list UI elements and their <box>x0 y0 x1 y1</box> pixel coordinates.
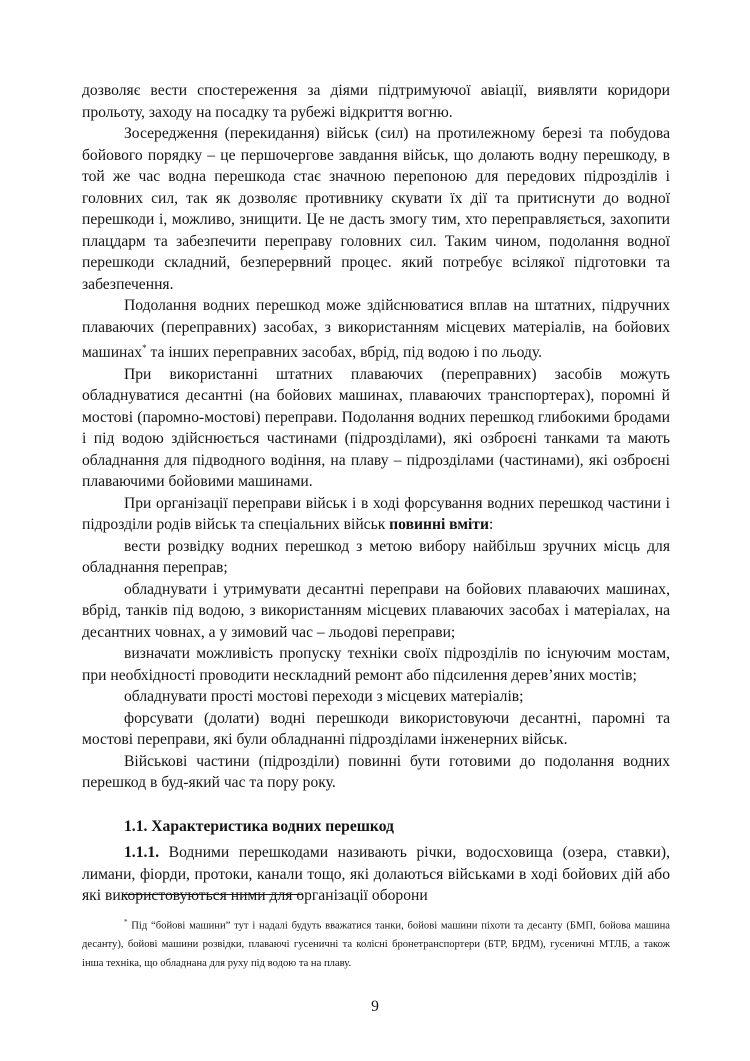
footnote-separator <box>122 894 302 895</box>
paragraph-5-emphasis: повинні вміти <box>389 516 489 534</box>
list-item-4: обладнувати прості мостові переходи з місцевих матеріалів; <box>124 688 524 706</box>
paragraph-1: дозволяє вести спостереження за діями підтримуючої авіації, виявляти коридори прольоту, заходу на посадку та рубежі відкриття вогню. <box>82 82 670 121</box>
footnote-body: Під “бойові машини” тут і надалі будуть вважатися танки, бойові машини піхоти та десанту (БМП, бойова машина десанту), бойові машини розвідки, плаваючі гусеничні та колісні бронетранспортери (БТР, БРДМ), гусеничні МТЛБ, а також інша техніка, що обладнана для руху під водою та на плаву. <box>82 920 670 969</box>
paragraph-5-end: : <box>488 516 494 534</box>
paragraph-5 <box>82 493 670 536</box>
footnote-text <box>82 913 670 973</box>
list-item-3: визначати можливість пропуску техніки своїх підрозділів по існуючим мостам, при необхідності проводити нескладний ремонт або підсилення дерев’яних мостів; <box>82 645 670 684</box>
paragraph-3-start: Подолання водних перешкод може здійснюватися вплав на штатних, підручних плаваючих (переправних) засобах, з використанням місцевих матеріалів, на бойових машинах <box>82 297 670 362</box>
list-item-2: обладнувати і утримувати десантні переправи на бойових плаваючих машинах, вбрід, танків під водою, з використанням місцевих плаваючих засобах і матеріалах, на десантних човнах, а у зимовий час – льодові переправи; <box>82 580 670 641</box>
paragraph-11: Військові частини (підрозділи) повинні бути готовими до подолання водних перешкод в буд-який час та пору року. <box>82 752 670 792</box>
list-item-1: вести розвідку водних перешкод з метою вибору найбільш зручних місць для обладнання переправ; <box>82 537 670 577</box>
paragraph-12 <box>82 842 670 907</box>
footnote <box>82 913 670 973</box>
paragraph-3 <box>82 295 670 364</box>
page-number: 9 <box>371 998 379 1015</box>
body-text <box>82 80 670 907</box>
paragraph-12-text: Водними перешкодами називають річки, водосховища (озера, ставки), лимани, фіорди, протоки, канали тощо, які долаються військами в ході бойових дій або які використовуються ними для організації оборони <box>82 844 670 905</box>
footnote-reference: * <box>142 343 147 353</box>
paragraph-3-end: та інших переправних засобах, вбрід, під водою і по льоду. <box>146 344 543 362</box>
paragraph-4: При використанні штатних плаваючих (переправних) засобів можуть обладнуватися десантні (на бойових машинах, плаваючих транспортерах), поромні й мостові (паромно-мостові) переправи. Подолання водних перешкод глибокими бродами і під водою здійснюється частинами (підрозділами), які озброєні танками та мають обладнання для підводного водіння, на плаву – підрозділами (частинами), які озброєні плаваючими бойовими машинами. <box>82 365 670 491</box>
footnote-mark: * <box>124 918 128 926</box>
paragraph-5-start: При організації переправи військ і в ході форсування водних перешкод частини і підрозділи родів військ та спеціальних військ <box>82 494 670 534</box>
list-item-5: форсувати (долати) водні перешкоди використовуючи десантні, паромні та мостові переправи, які були обладнанні підрозділами інженерних військ. <box>82 709 670 749</box>
section-heading: 1.1. Характеристика водних перешкод <box>124 817 394 835</box>
subsection-number: 1.1.1. <box>124 844 160 862</box>
paragraph-2: Зосередження (перекидання) військ (сил) на протилежному березі та побудова бойового порядку – це першочергове завдання військ, що долають водну перешкоду, в той же час водна перешкода стає значною перепоною для передових підрозділів і головних сил, так як дозволяє противнику скувати їх дії та притиснути до водної перешкоди і, можливо, знищити. Це не дасть змогу тим, хто переправляється, захопити плацдарм та забезпечити переправу головних сил. Таким чином, подолання водної перешкоди складний, безперервний процес. який потребує всілякої підготовки та забезпечення. <box>82 125 670 293</box>
